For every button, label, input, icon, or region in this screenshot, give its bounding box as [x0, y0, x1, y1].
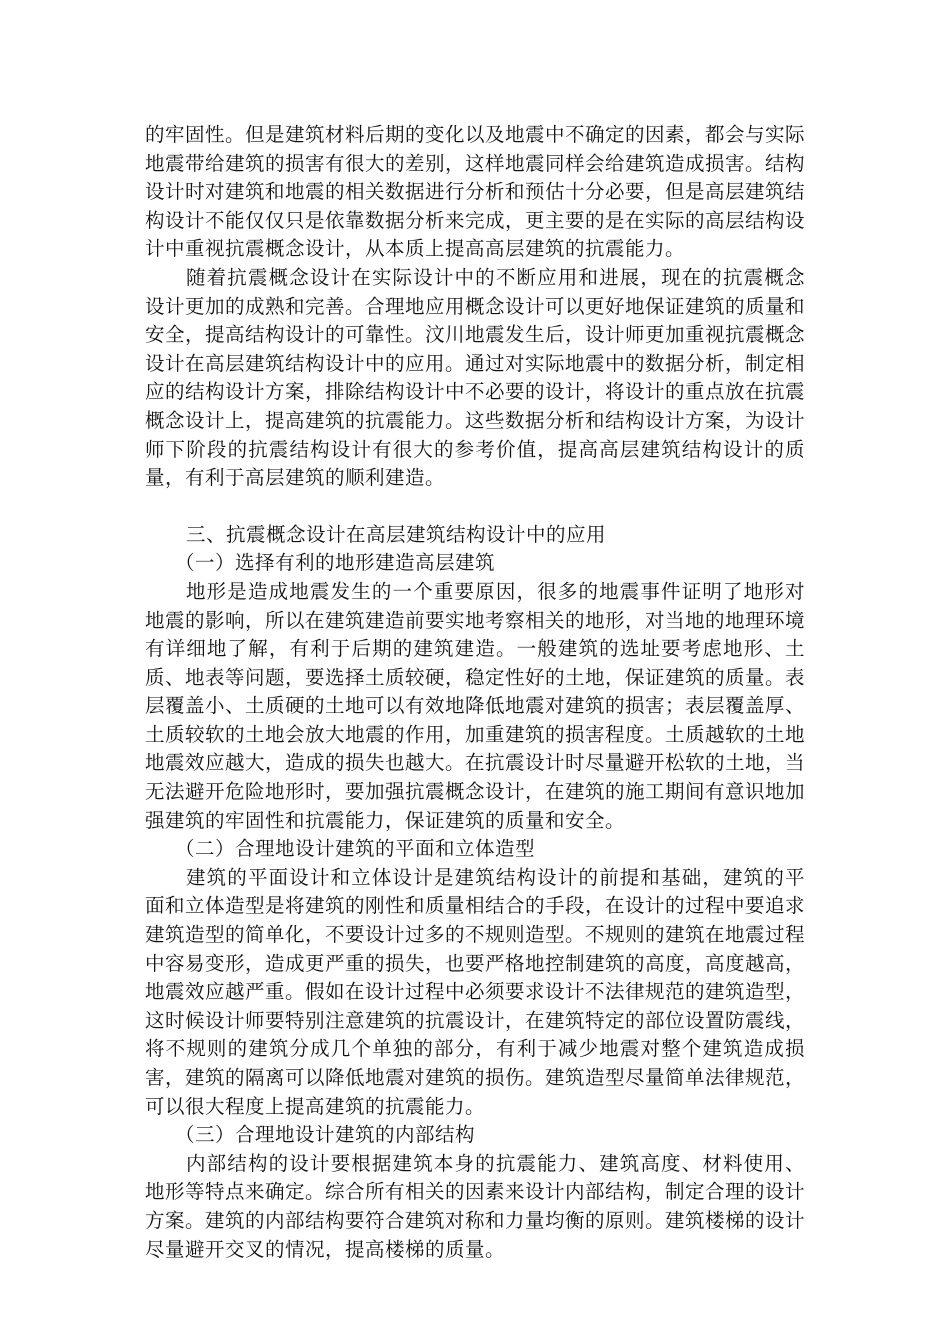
paragraph-terrain: 地形是造成地震发生的一个重要原因，很多的地震事件证明了地形对地震的影响，所以在建筑建造前要实地考察相关的地形，对当地的地理环境有详细地了解，有利于后期的建筑建造。一般建筑的选址要考虑地形、土质、地表等问题，要选择土质较硬，稳定性好的土地，保证建筑的质量。表层覆盖小、土质硬的土地可以有效地降低地震对建筑的损害；表层覆盖厚、土质较软的土地会放大地震的作用，加重建筑的损害程度。土质越软的土地地震效应越大，造成的损失也越大。在抗震设计时尽量避开松软的土地，当无法避开危险地形时，要加强抗震概念设计，在建筑的施工期间有意识地加强建筑的牢固性和抗震能力，保证建筑的质量和安全。 — [145, 579, 806, 832]
paragraph-gap — [145, 493, 805, 521]
paragraph-concept-design: 随着抗震概念设计在实际设计中的不断应用和进展，现在的抗震概念设计更加的成熟和完善。合理地应用概念设计可以更好地保证建筑的质量和安全，提高结构设计的可靠性。汶川地震发生后，设计师更加重视抗震概念设计在高层建筑结构设计中的应用。通过对实际地震中的数据分析，制定相应的结构设计方案，排除结构设计中不必要的设计，将设计的重点放在抗震概念设计上，提高建筑的抗震能力。这些数据分析和结构设计方案，为设计师下阶段的抗震结构设计有很大的参考价值，提高高层建筑结构设计的质量，有利于高层建筑的顺利建造。 — [145, 265, 806, 490]
document-page — [145, 121, 805, 1264]
subsection-heading-3: （三）合理地设计建筑的内部结构 — [175, 1123, 476, 1147]
section-heading-3: 三、抗震概念设计在高层建筑结构设计中的应用 — [186, 522, 607, 546]
paragraph-internal-structure: 内部结构的设计要根据建筑本身的抗震能力、建筑高度、材料使用、地形等特点来确定。综合所有相关的因素来设计内部结构，制定合理的设计方案。建筑的内部结构要符合建筑对称和力量均衡的原则。建筑楼梯的设计尽量避开交叉的情况，提高楼梯的质量。 — [145, 1151, 806, 1261]
subsection-heading-2: （二）合理地设计建筑的平面和立体造型 — [175, 837, 536, 861]
subsection-heading-1: （一）选择有利的地形建造高层建筑 — [175, 551, 496, 575]
paragraph-continuation: 的牢固性。但是建筑材料后期的变化以及地震中不确定的因素，都会与实际地震带给建筑的损害有很大的差别，这样地震同样会给建筑造成损害。结构设计时对建筑和地震的相关数据进行分析和预估十分必要，但是高层建筑结构设计不能仅仅只是依靠数据分析来完成，更主要的是在实际的高层结构设计中重视抗震概念设计，从本质上提高高层建筑的抗震能力。 — [145, 123, 806, 261]
paragraph-shape-design: 建筑的平面设计和立体设计是建筑结构设计的前提和基础，建筑的平面和立体造型是将建筑的刚性和质量相结合的手段，在设计的过程中要追求建筑造型的简单化，不要设计过多的不规则造型。不规则的建筑在地震过程中容易变形，造成更严重的损失，也要严格地控制建筑的高度，高度越高，地震效应越严重。假如在设计过程中必须要求设计不法律规范的建筑造型，这时候设计师要特别注意建筑的抗震设计，在建筑特定的部位设置防震线，将不规则的建筑分成几个单独的部分，有利于减少地震对整个建筑造成损害，建筑的隔离可以降低地震对建筑的损伤。建筑造型尽量简单法律规范，可以很大程度上提高建筑的抗震能力。 — [145, 865, 806, 1118]
